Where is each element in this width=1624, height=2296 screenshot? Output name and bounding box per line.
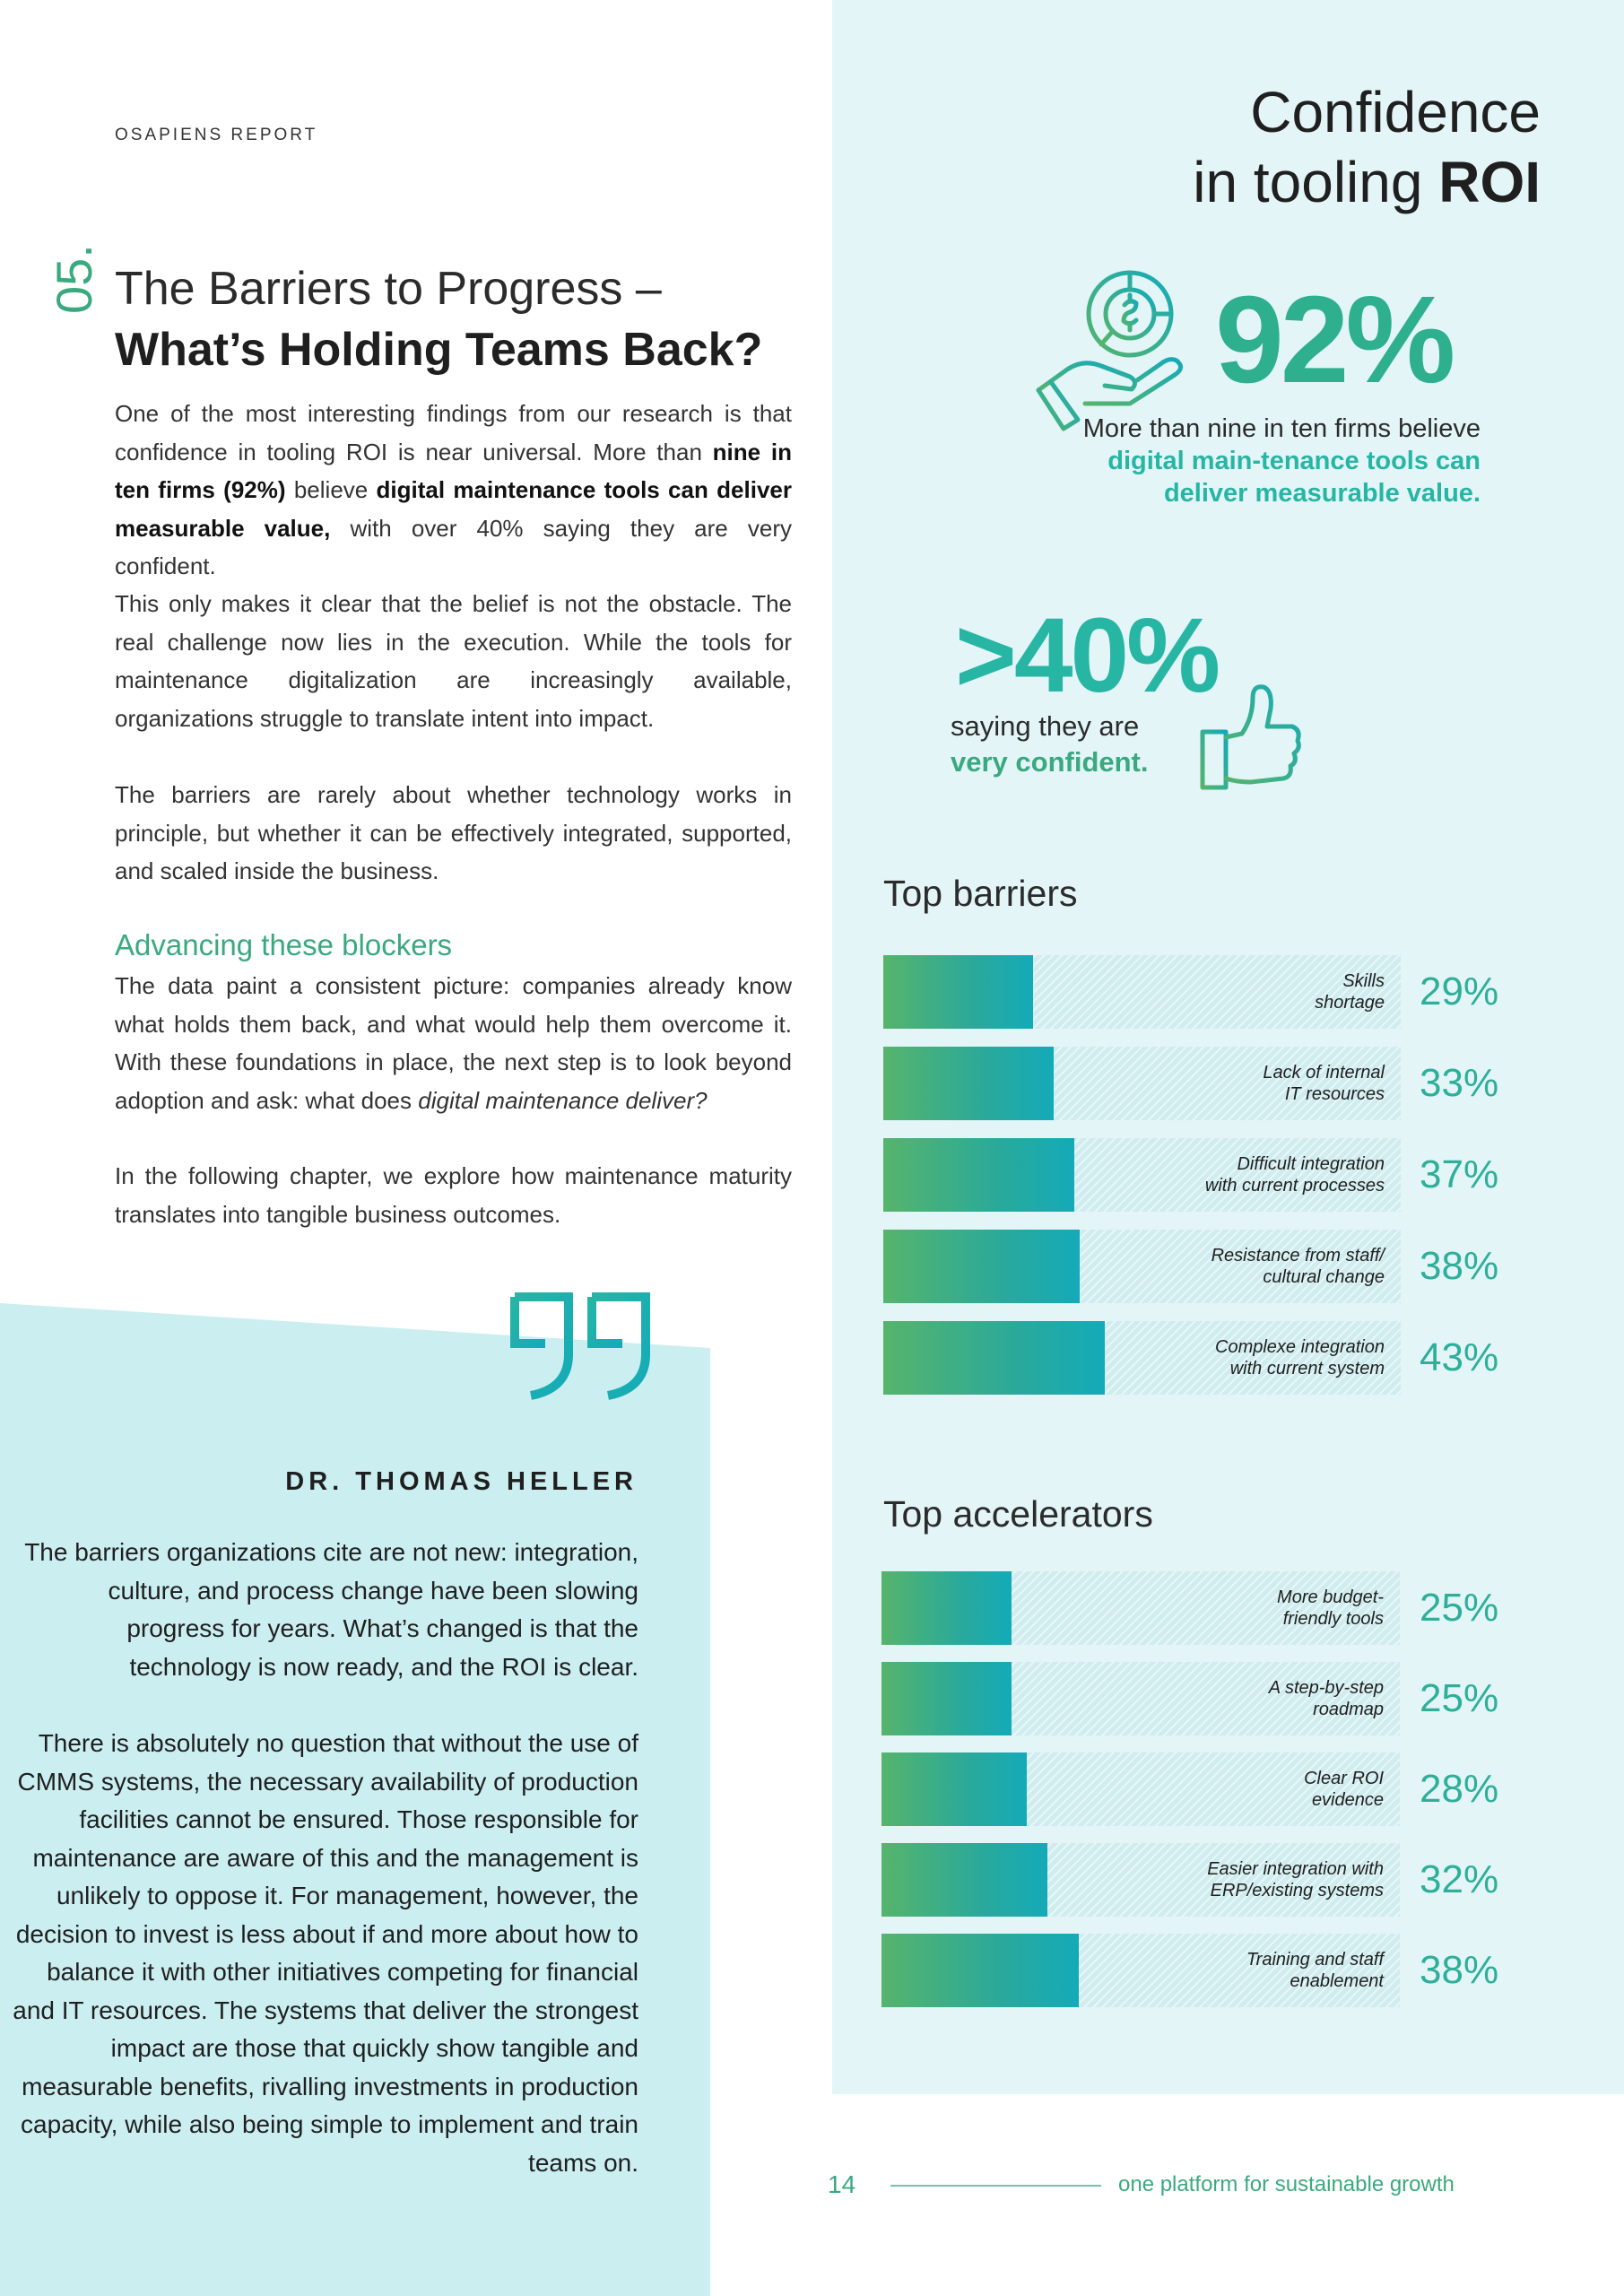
text-run: More than nine in ten firms believe xyxy=(1082,414,1481,443)
bar-label-line: Clear ROI xyxy=(1304,1769,1384,1788)
body-paragraph-3: The barriers are rarely about whether technology works in principle, but whether it can be effectively integrated, supported, and scaled inside the business. xyxy=(115,781,792,884)
bar-label-line: A step-by-step xyxy=(1268,1678,1384,1698)
bar-fill xyxy=(883,1047,1054,1120)
body-paragraph-2: This only makes it clear that the belief is not the obstacle. The real challenge now lies in the execution. While the tools for maintenance digitalization are increasingly available, organizations struggle to translate intent into impact. xyxy=(115,590,792,732)
bar-label-line: ERP/existing systems xyxy=(1210,1881,1384,1900)
bar xyxy=(881,1843,1400,1917)
bar-fill xyxy=(883,1138,1074,1212)
body-paragraph-4 xyxy=(115,967,792,1119)
bar xyxy=(883,1230,1401,1303)
subheading: Advancing these blockers xyxy=(115,928,453,961)
bar-label-line: roadmap xyxy=(1313,1700,1384,1719)
bar-label-line: cultural change xyxy=(1263,1267,1385,1287)
bar-label-line: Complexe integration xyxy=(1215,1337,1385,1357)
bar-label xyxy=(1246,1949,1384,1992)
bar-fill xyxy=(883,955,1033,1029)
quote-author: DR. THOMAS HELLER xyxy=(285,1467,638,1496)
bar xyxy=(881,1934,1400,2007)
bar-value-label: 29% xyxy=(1420,970,1499,1013)
bar-label-line: friendly tools xyxy=(1282,1609,1384,1629)
text-run-highlight: digital main-tenance tools can deliver measurable value. xyxy=(1107,447,1481,508)
text-line-highlight: very confident. xyxy=(951,746,1149,778)
accelerators-chart-title: Top accelerators xyxy=(883,1493,1153,1535)
footer-divider xyxy=(890,2185,1101,2187)
stat-40-value: >40% xyxy=(955,596,1219,715)
body-paragraph-1 xyxy=(115,395,792,586)
bar-label-line: with current processes xyxy=(1204,1176,1385,1196)
bar xyxy=(883,955,1401,1029)
text-run-bold: digital maintenance tools can deliver measurable value, xyxy=(115,476,792,542)
text-run-italic: digital maintenance deliver? xyxy=(418,1086,708,1114)
text-run: believe xyxy=(285,476,377,503)
bar-label xyxy=(1304,1768,1384,1811)
bar-label-line: enablement xyxy=(1290,1971,1384,1991)
bar xyxy=(883,1321,1401,1395)
bar xyxy=(881,1571,1400,1645)
bar xyxy=(881,1752,1400,1826)
body-paragraph-5: In the following chapter, we explore how maintenance maturity translates into tangible business outcomes. xyxy=(115,1162,792,1228)
page-number: 14 xyxy=(828,2170,856,2198)
bar-label xyxy=(1269,1677,1384,1720)
bar-label xyxy=(1315,970,1385,1013)
bar-label-line: More budget- xyxy=(1277,1587,1384,1607)
bar-label-line: Training and staff xyxy=(1246,1950,1384,1970)
bar-value-label: 43% xyxy=(1420,1335,1499,1379)
thumbs-up-icon xyxy=(1197,682,1305,794)
bar-fill xyxy=(883,1321,1105,1395)
bar-fill xyxy=(881,1571,1012,1645)
report-label: OSAPIENS REPORT xyxy=(115,126,318,144)
bar-fill xyxy=(881,1752,1027,1826)
bar-fill xyxy=(881,1843,1047,1917)
quote-paragraph-2: There is absolutely no question that without the use of CMMS systems, the necessary availability of production facilities cannot be ensured. Those responsible for maintenance are aware of this and the management is unlikely to oppose it. For management, however, the decision to invest is less about if and more about how to balance it with other initiatives competing for financial and IT resources. The systems that deliver the strongest impact are those that quickly show tangible and measurable benefits, rivalling investments in production capacity, while also being simple to implement and train teams on. xyxy=(13,1729,638,2177)
bar-value-label: 38% xyxy=(1420,1948,1499,1992)
text-run: The data paint a consistent picture: companies already know what holds them back, and what would help them overcome it. With these foundations in place, the next step is to look beyond adoption and ask: what does xyxy=(115,972,792,1114)
bar xyxy=(883,1138,1401,1212)
bar-value-label: 37% xyxy=(1420,1152,1499,1196)
bar-value-label: 25% xyxy=(1420,1676,1499,1720)
section-title: The Barriers to Progress – xyxy=(115,263,662,315)
bar-label-line: Difficult integration xyxy=(1237,1154,1385,1174)
bar-label-line: Skills xyxy=(1342,971,1385,991)
bar-label xyxy=(1215,1336,1385,1379)
barriers-chart-title: Top barriers xyxy=(883,873,1078,914)
bar-value-label: 32% xyxy=(1420,1857,1499,1901)
bar-fill xyxy=(881,1934,1079,2007)
bar-fill xyxy=(883,1230,1080,1303)
text-line: saying they are xyxy=(951,710,1140,742)
bar-value-label: 38% xyxy=(1420,1244,1499,1288)
bar-label-line: Easier integration with xyxy=(1207,1859,1384,1879)
bar-label xyxy=(1277,1587,1384,1630)
bar-label xyxy=(1205,1153,1385,1196)
bar-label-line: shortage xyxy=(1315,993,1385,1013)
bar-label-line: Resistance from staff/ xyxy=(1211,1246,1385,1265)
bar-label xyxy=(1207,1858,1384,1901)
footer-tagline: one platform for sustainable growth xyxy=(1118,2172,1455,2196)
bar-value-label: 28% xyxy=(1420,1767,1499,1811)
section-title-bold: What’s Holding Teams Back? xyxy=(115,324,763,376)
bar xyxy=(883,1047,1401,1120)
kpi-title-line2 xyxy=(1193,149,1541,215)
text-run-bold: nine in ten firms (92%) xyxy=(115,438,792,503)
text-run: with over 40% saying they are very confident. xyxy=(115,514,792,579)
bar-label-line: IT resources xyxy=(1284,1084,1385,1104)
chapter-number: 05. xyxy=(46,244,102,314)
text-run: One of the most interesting findings from our research is that confidence in tooling ROI is near universal. More than xyxy=(115,400,792,465)
bar-label-line: evidence xyxy=(1311,1790,1384,1810)
kpi-title: Confidence xyxy=(1250,80,1541,144)
stat-92-value: 92% xyxy=(1215,271,1453,409)
bar-label xyxy=(1263,1062,1385,1105)
stat-40-description xyxy=(951,709,1149,780)
bar-label xyxy=(1211,1245,1385,1288)
text-run: in tooling xyxy=(1193,150,1439,214)
bar-fill xyxy=(881,1662,1012,1735)
text-run-bold: ROI xyxy=(1438,150,1541,214)
bar-value-label: 33% xyxy=(1420,1061,1499,1105)
quote-paragraph-1: The barriers organizations cite are not new: integration, culture, and process change have been slowing progress for years. What’s changed is that the technology is now ready, and the ROI is clear. xyxy=(24,1538,638,1681)
quote-mark-icon xyxy=(509,1292,655,1401)
bar xyxy=(881,1662,1400,1735)
stat-92-description xyxy=(1068,413,1481,509)
bar-label-line: Lack of internal xyxy=(1263,1063,1385,1083)
bar-label-line: with current system xyxy=(1229,1359,1385,1378)
bar-value-label: 25% xyxy=(1420,1586,1499,1630)
